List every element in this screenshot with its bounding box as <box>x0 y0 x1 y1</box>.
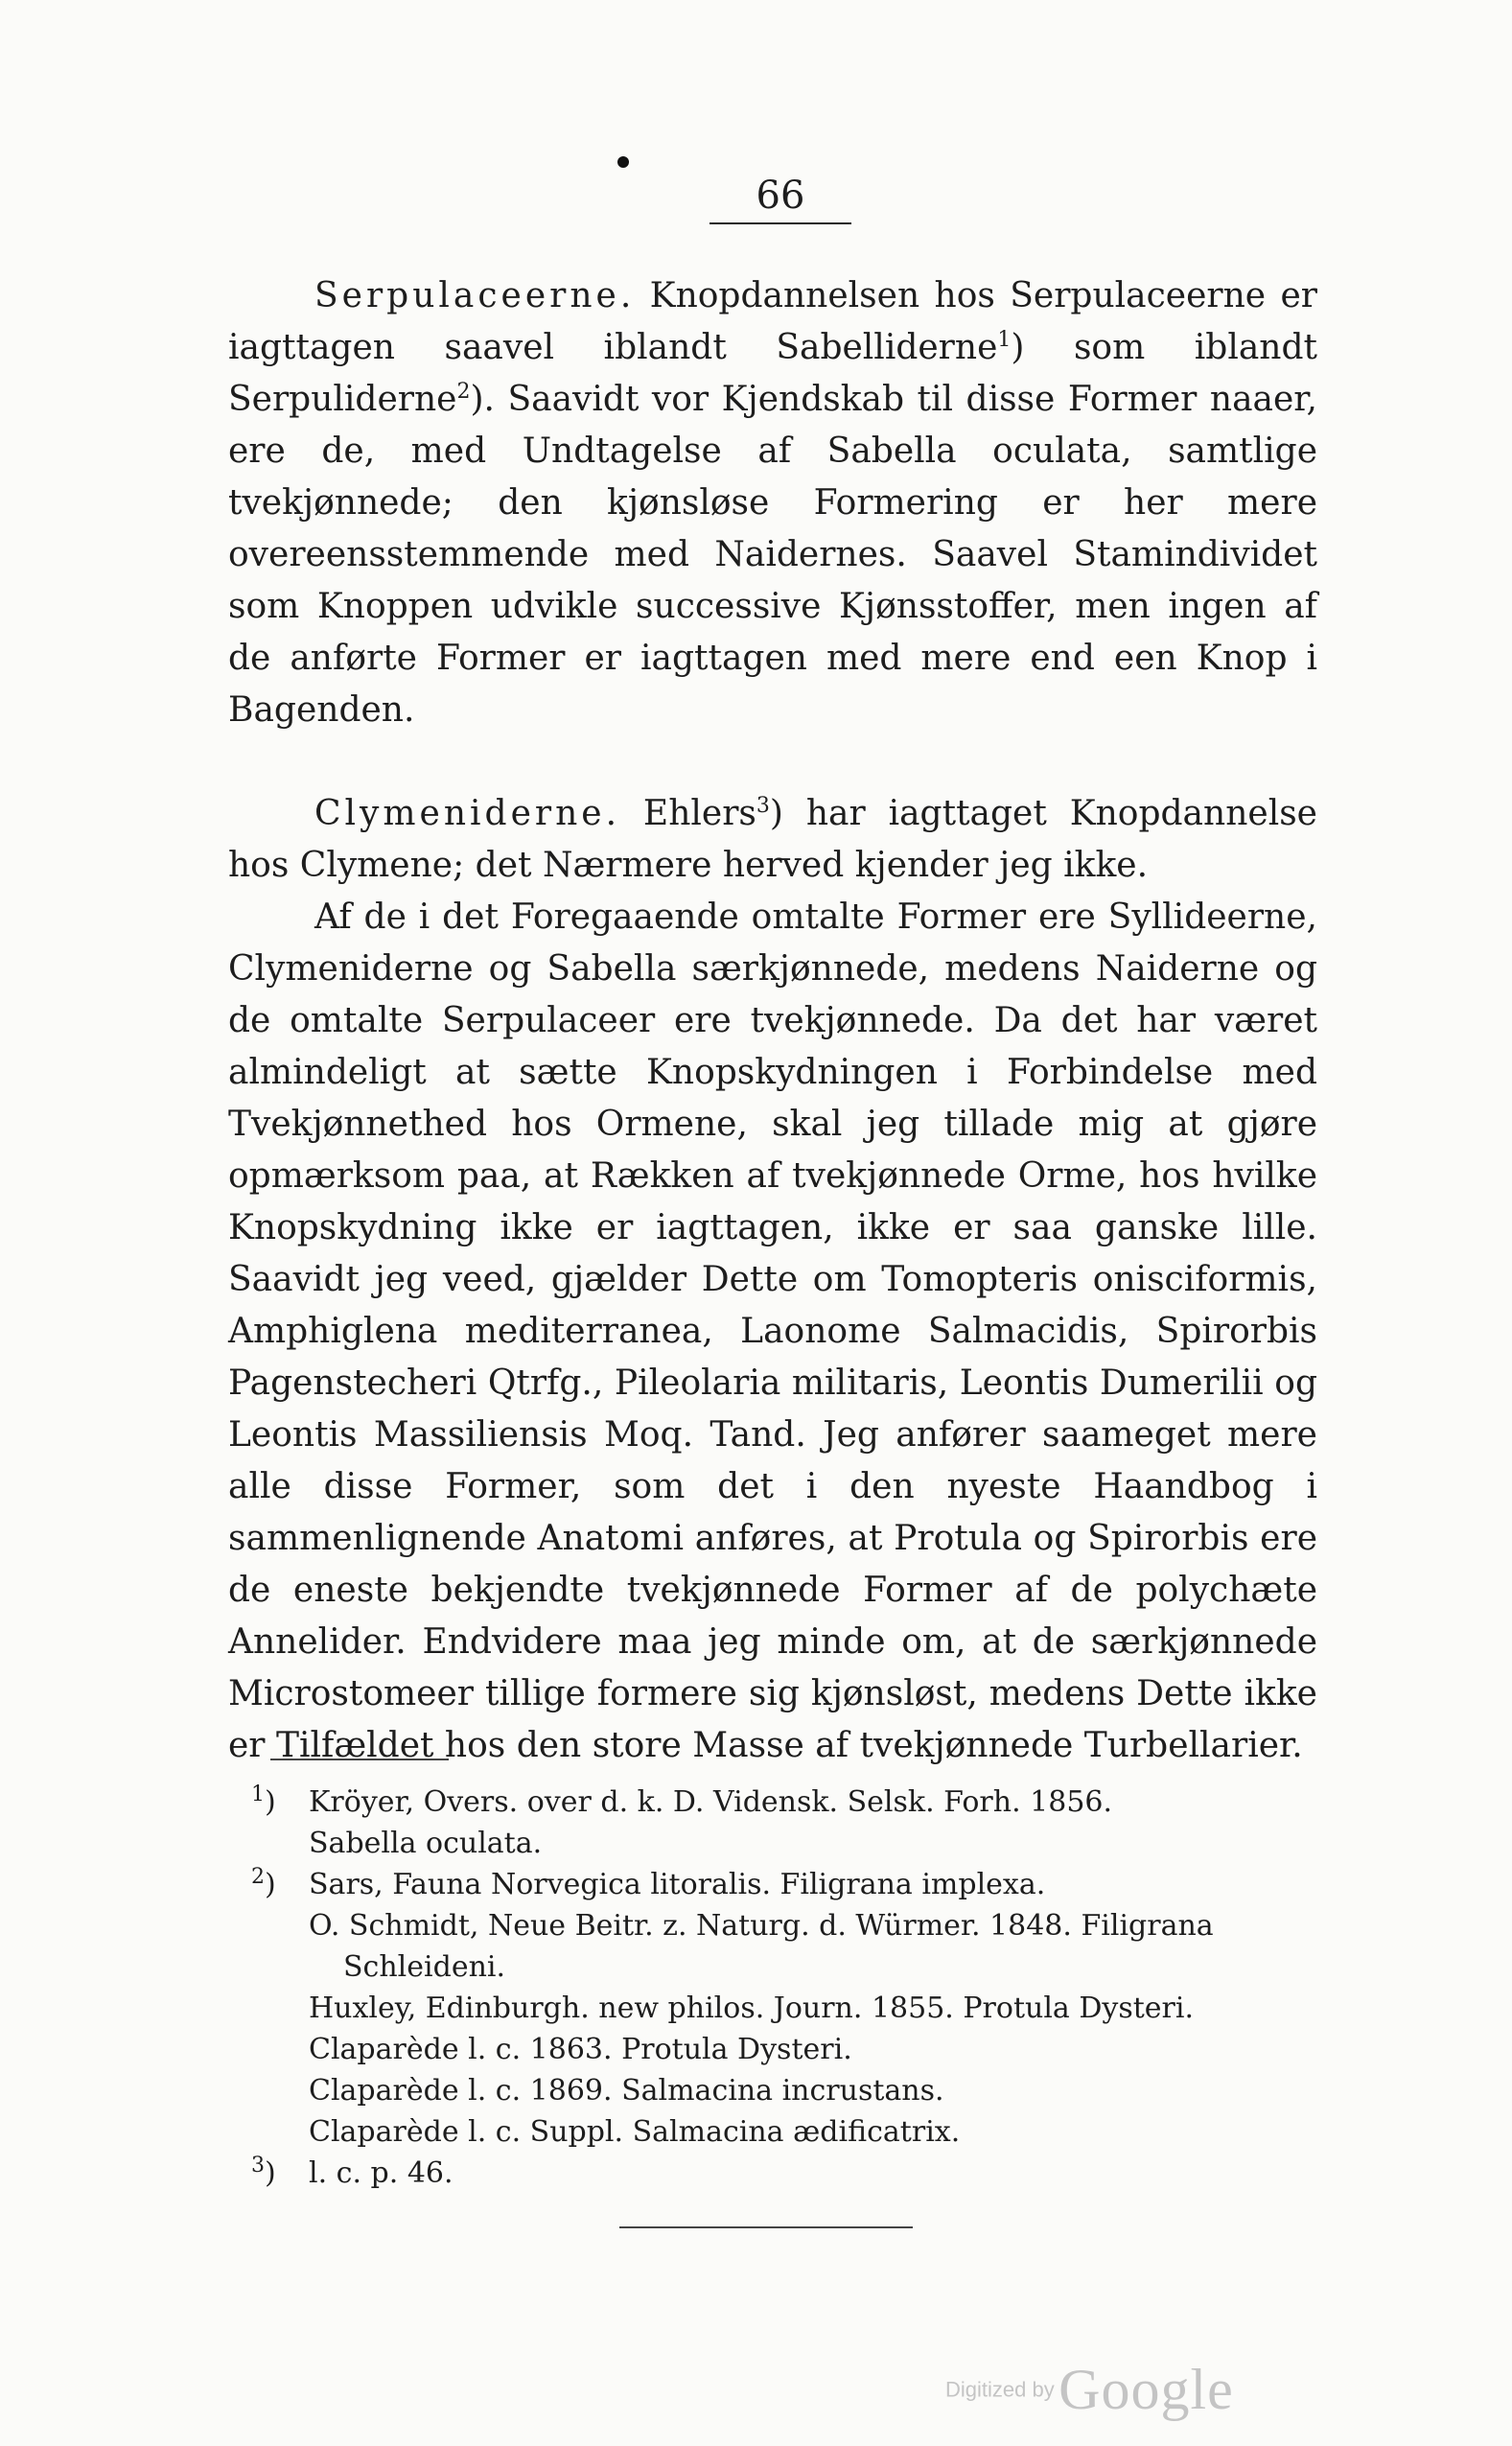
footnote-divider <box>270 1759 449 1760</box>
ink-dot <box>617 156 629 168</box>
footnote-number: 1 <box>251 1782 265 1806</box>
footnote-2 <box>251 1864 1315 2153</box>
watermark-brand: Google <box>1058 2358 1234 2421</box>
section-heading: Serpulaceerne. <box>314 276 636 315</box>
footnote-mark: $^1$) <box>251 1782 276 1819</box>
watermark-prefix: Digitized by <box>945 2377 1055 2402</box>
footnote-line: Sabella oculata. <box>309 1827 543 1860</box>
footnote-3 <box>251 2153 1315 2194</box>
footnote-line: l. c. p. 46. <box>309 2156 454 2190</box>
page-number-rule <box>709 222 851 224</box>
main-text <box>228 270 1317 1772</box>
footnote-mark: $^3$) <box>251 2154 276 2190</box>
section-text: Ehlers <box>620 794 756 833</box>
section-heading: Clymeniderne. <box>314 794 621 833</box>
section-clymeniderne <box>228 788 1317 892</box>
footnote-1 <box>251 1782 1315 1864</box>
end-divider <box>619 2226 913 2228</box>
section-text: Knopdannelsen hos Serpulaceerne er iagttagen saavel iblandt Sabelliderne <box>228 276 1317 367</box>
footnote-line: O. Schmidt, Neue Beitr. z. Naturg. d. Würmer. 1848. Filigrana <box>309 1909 1214 1943</box>
digitized-watermark <box>945 2357 1234 2423</box>
footnote-line: Claparède l. c. Suppl. Salmacina ædificatrix. <box>309 2115 961 2149</box>
footnote-line: Claparède l. c. 1863. Protula Dysteri. <box>309 2033 852 2066</box>
section-text: ) som iblandt Serpuliderne <box>228 328 1318 419</box>
section-text: ) har iagttaget Knopdannelse hos Clymene; det Nærmere herved kjender jeg ikke. <box>228 794 1317 885</box>
footnote-mark: $^2$) <box>251 1865 276 1901</box>
body-paragraph: Af de i det Foregaaende omtalte Former ere Syllideerne, Clymeniderne og Sabella særkjønnede, medens Naiderne og de omtalte Serpulaceer ere tvekjønnede. Da det har været almindeligt at sætte Knopskydningen i Forbindelse med Tvekjønnethed hos Ormene, skal jeg tillade mig at gjøre opmærksom paa, at Rækken af tvekjønnede Orme, hos hvilke Knopskydning ikke er iagttagen, ikke er saa ganske lille. Saavidt jeg veed, gjælder Dette om Tomopteris onisciformis, Amphiglena mediterranea, Laonome Salmacidis, Spirorbis Pagenstecheri Qtrfg., Pileolaria militaris, Leontis Dumerilii og Leontis Massiliensis Moq. Tand. Jeg anfører saameget mere alle disse Former, som det i den nyeste Haandbog i sammenlignende Anatomi anføres, at Protula og Spirorbis ere de eneste bekjendte tvekjønnede Former af de polychæte Annelider. Endvidere maa jeg minde om, at de særkjønnede Microstomeer tillige formere sig kjønsløst, medens Dette ikke er Tilfældet hos den store Masse af tvekjønnede Turbellarier. <box>228 897 1317 1765</box>
footnote-line: Kröyer, Overs. over d. k. D. Vidensk. Selsk. Forh. 1856. <box>309 1785 1113 1819</box>
footnote-ref: 2 <box>456 380 471 404</box>
footnote-line: Sars, Fauna Norvegica litoralis. Filigrana implexa. <box>309 1868 1046 1901</box>
section-text: ). Saavidt vor Kjendskab til disse Former naaer, ere de, med Undtagelse af Sabella oculata, samtlige tvekjønnede; den kjønsløse Formering er her mere overeensstemmende med Naidernes. Saavel Stamindividet som Knoppen udvikle successive Kjønsstoffer, men ingen af de anførte Former er iagttagen med mere end een Knop i Bagenden. <box>228 380 1317 730</box>
footnote-line: Huxley, Edinburgh. new philos. Journ. 1855. Protula Dysteri. <box>309 1992 1195 2025</box>
footnote-ref: 3 <box>756 794 770 818</box>
section-serpulaceerne <box>228 270 1317 736</box>
footnote-line: Schleideni. <box>343 1950 506 1984</box>
page-number: 66 <box>756 174 805 218</box>
footnote-number: 3 <box>251 2154 265 2178</box>
footnotes <box>251 1782 1315 2194</box>
footnote-line: Claparède l. c. 1869. Salmacina incrustans. <box>309 2074 944 2108</box>
footnote-number: 2 <box>251 1865 265 1889</box>
footnote-ref: 1 <box>997 328 1012 352</box>
